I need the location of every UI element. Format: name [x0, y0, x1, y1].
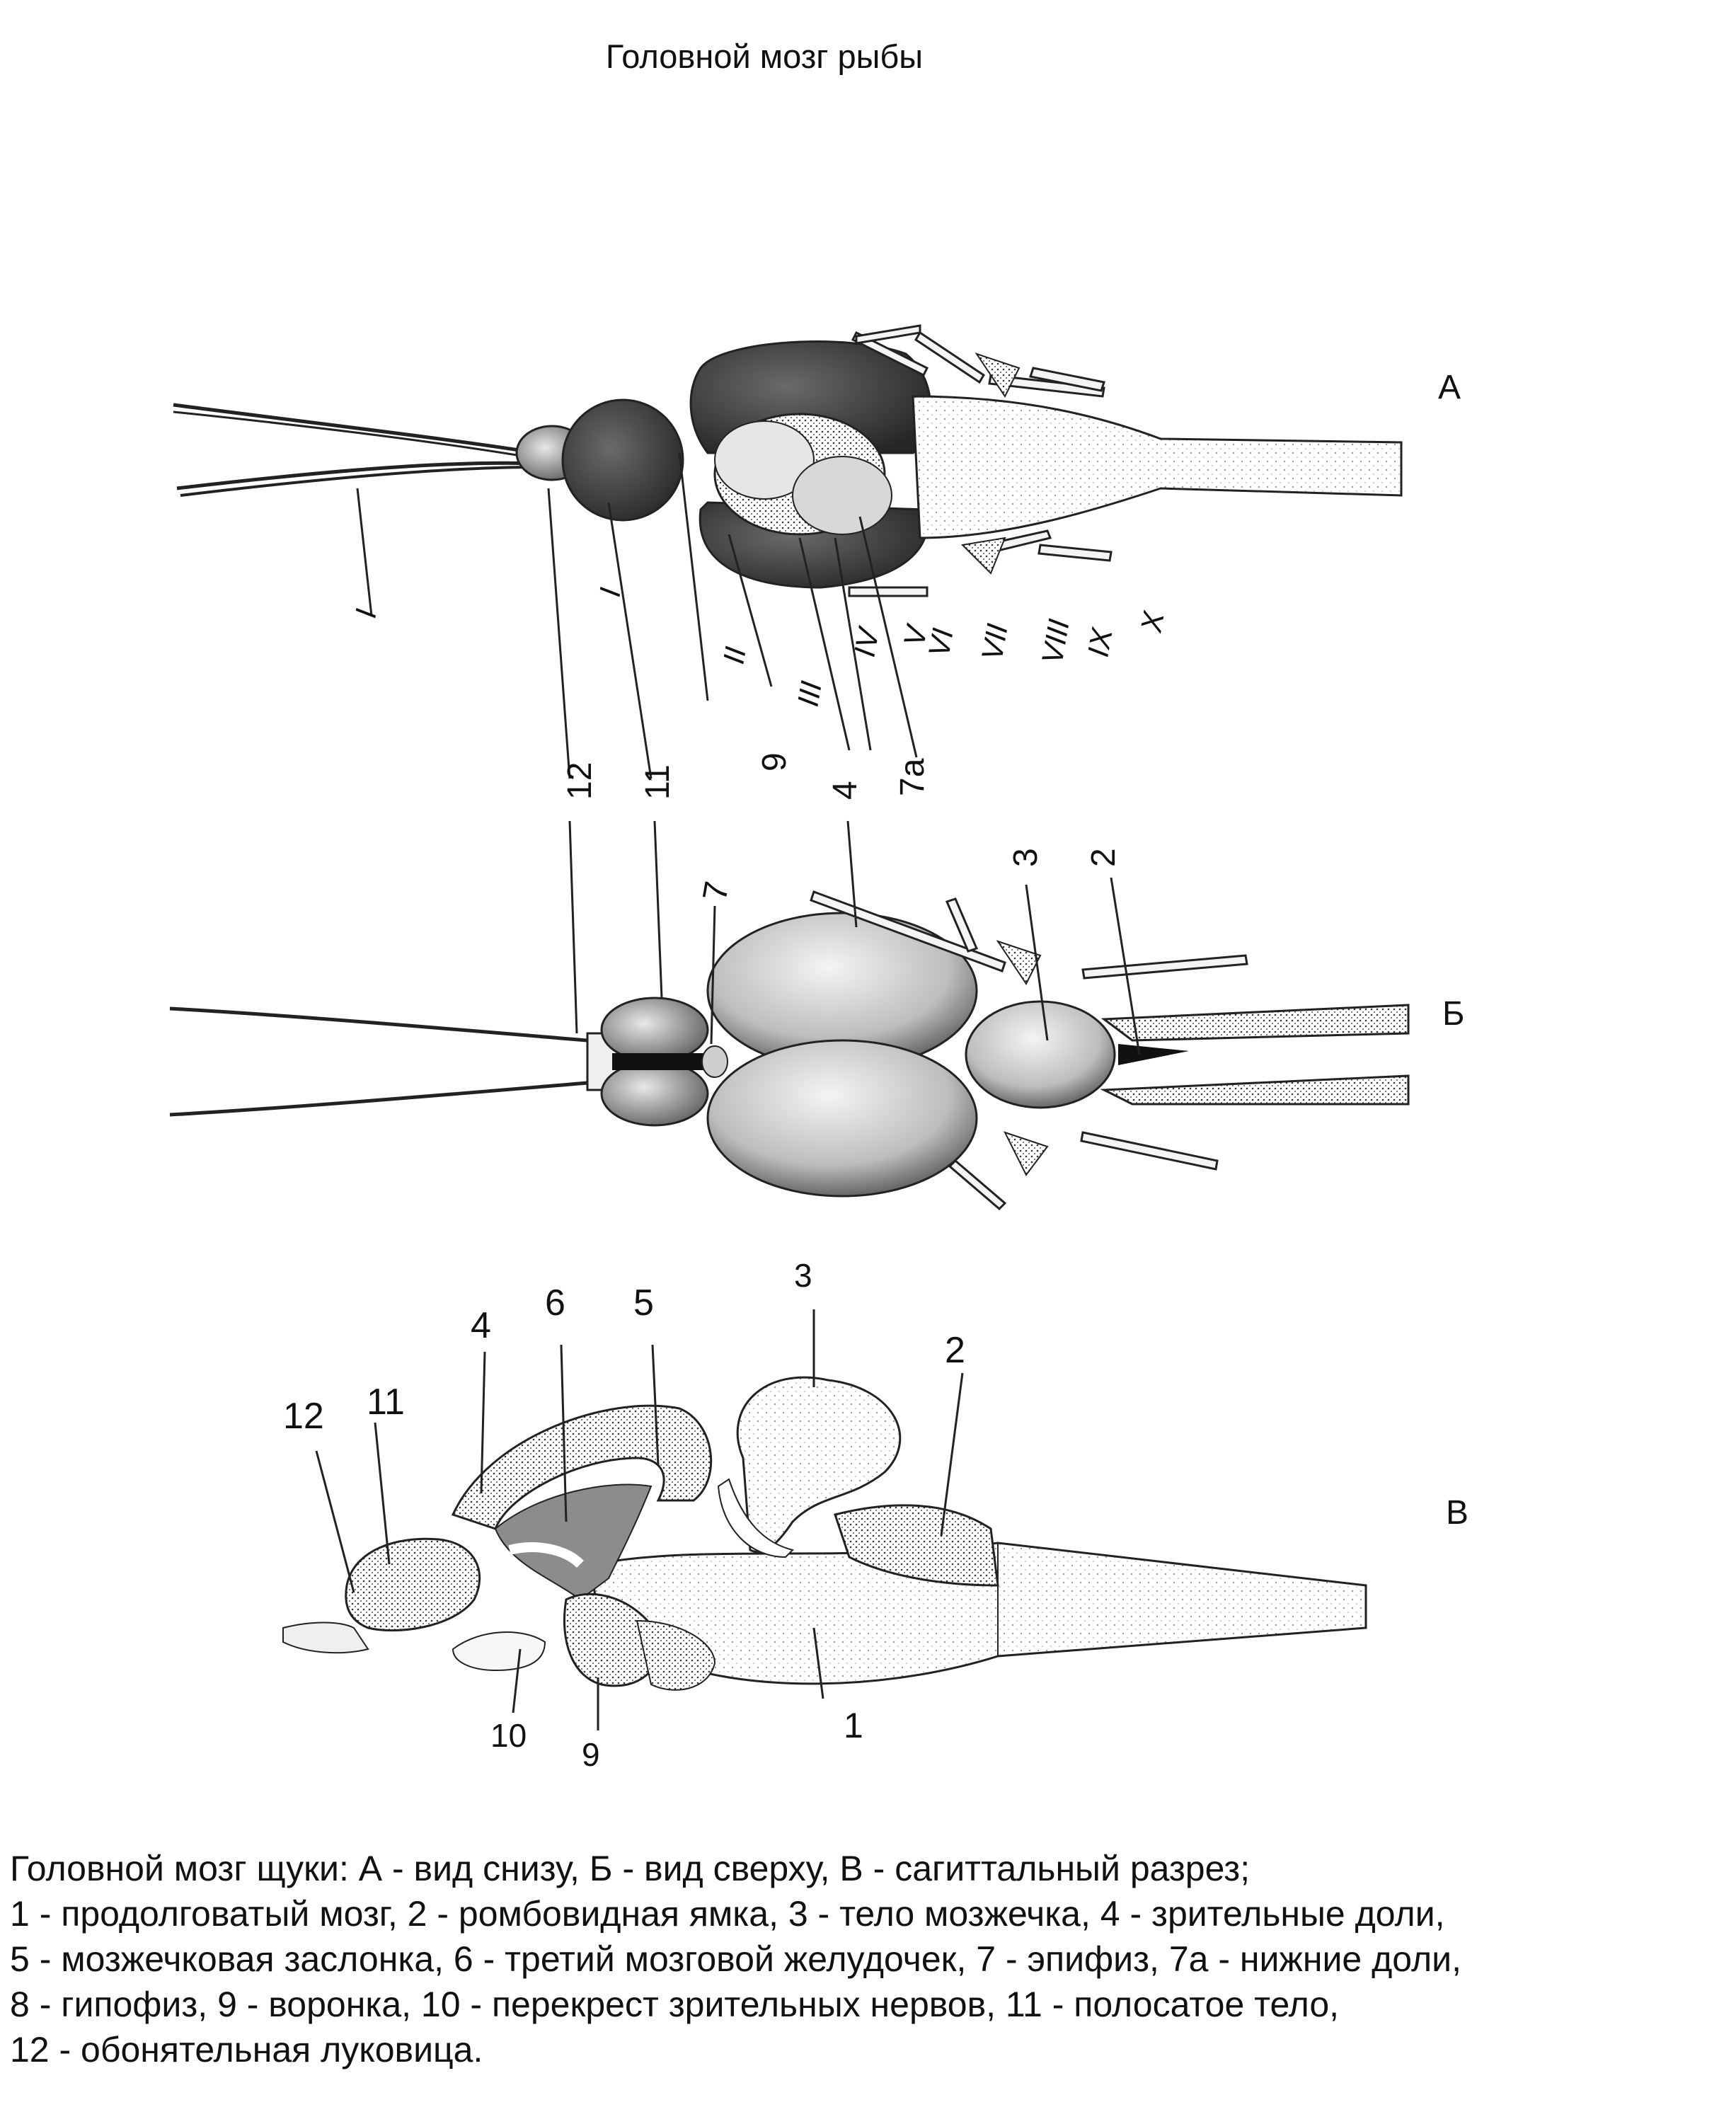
v-label-3: 3 [794, 1257, 812, 1294]
a-label-l5: IV [847, 626, 885, 660]
caption-line: 5 - мозжечковая заслонка, 6 - третий мозговой желудочек, 7 - эпифиз, 7а - нижние доли, [10, 1939, 1461, 1979]
a-label-l8: VII [975, 621, 1014, 663]
caption-line: 12 - обонятельная луковица. [10, 2030, 483, 2070]
v-label-1: 1 [844, 1706, 863, 1745]
a-label-7a: 7а [894, 758, 931, 796]
a-label-l10: IX [1081, 626, 1119, 660]
v-label-11: 11 [367, 1382, 405, 1423]
view-v-drawing [283, 1257, 1366, 1773]
caption-line: Головной мозг щуки: А - вид снизу, Б - вид сверху, В - сагиттальный разрез; [10, 1849, 1251, 1888]
view-label-a: А [1438, 369, 1461, 406]
caption-line: 1 - продолговатый мозг, 2 - ромбовидная ямка, 3 - тело мозжечка, 4 - зрительные доли, [10, 1894, 1445, 1934]
b-label-2: 2 [1085, 848, 1122, 867]
v-label-10: 10 [490, 1717, 527, 1754]
a-label-l11: X [1134, 609, 1171, 635]
figure-caption [10, 1846, 1730, 2072]
a-label-11: 11 [639, 764, 677, 800]
view-label-v: В [1446, 1494, 1469, 1532]
a-label-12: 12 [561, 762, 599, 800]
v-label-12: 12 [283, 1396, 324, 1437]
v-label-2: 2 [945, 1330, 965, 1371]
v-label-5: 5 [633, 1282, 654, 1324]
a-label-l1: I [348, 606, 383, 621]
view-label-b: Б [1442, 995, 1465, 1033]
a-label-l3: II [716, 644, 752, 667]
b-label-7: 7 [696, 878, 737, 904]
view-b-drawing [170, 821, 1408, 1209]
v-label-6: 6 [545, 1282, 565, 1324]
a-label-9: 9 [756, 752, 793, 771]
a-label-l7: VI [921, 626, 960, 660]
a-label-l9: VIII [1035, 616, 1076, 667]
a-label-l6: V [897, 623, 933, 649]
a-label-4: 4 [827, 781, 864, 800]
view-a-drawing [173, 326, 1401, 800]
v-label-4: 4 [471, 1305, 491, 1346]
b-label-3: 3 [1007, 848, 1045, 867]
page-title: Головной мозг рыбы [605, 38, 924, 75]
a-label-l4: III [791, 678, 828, 709]
a-label-l2: I [592, 585, 627, 599]
v-label-9: 9 [582, 1736, 600, 1773]
caption-line: 8 - гипофиз, 9 - воронка, 10 - перекрест зрительных нервов, 11 - полосатое тело, [10, 1985, 1340, 2024]
